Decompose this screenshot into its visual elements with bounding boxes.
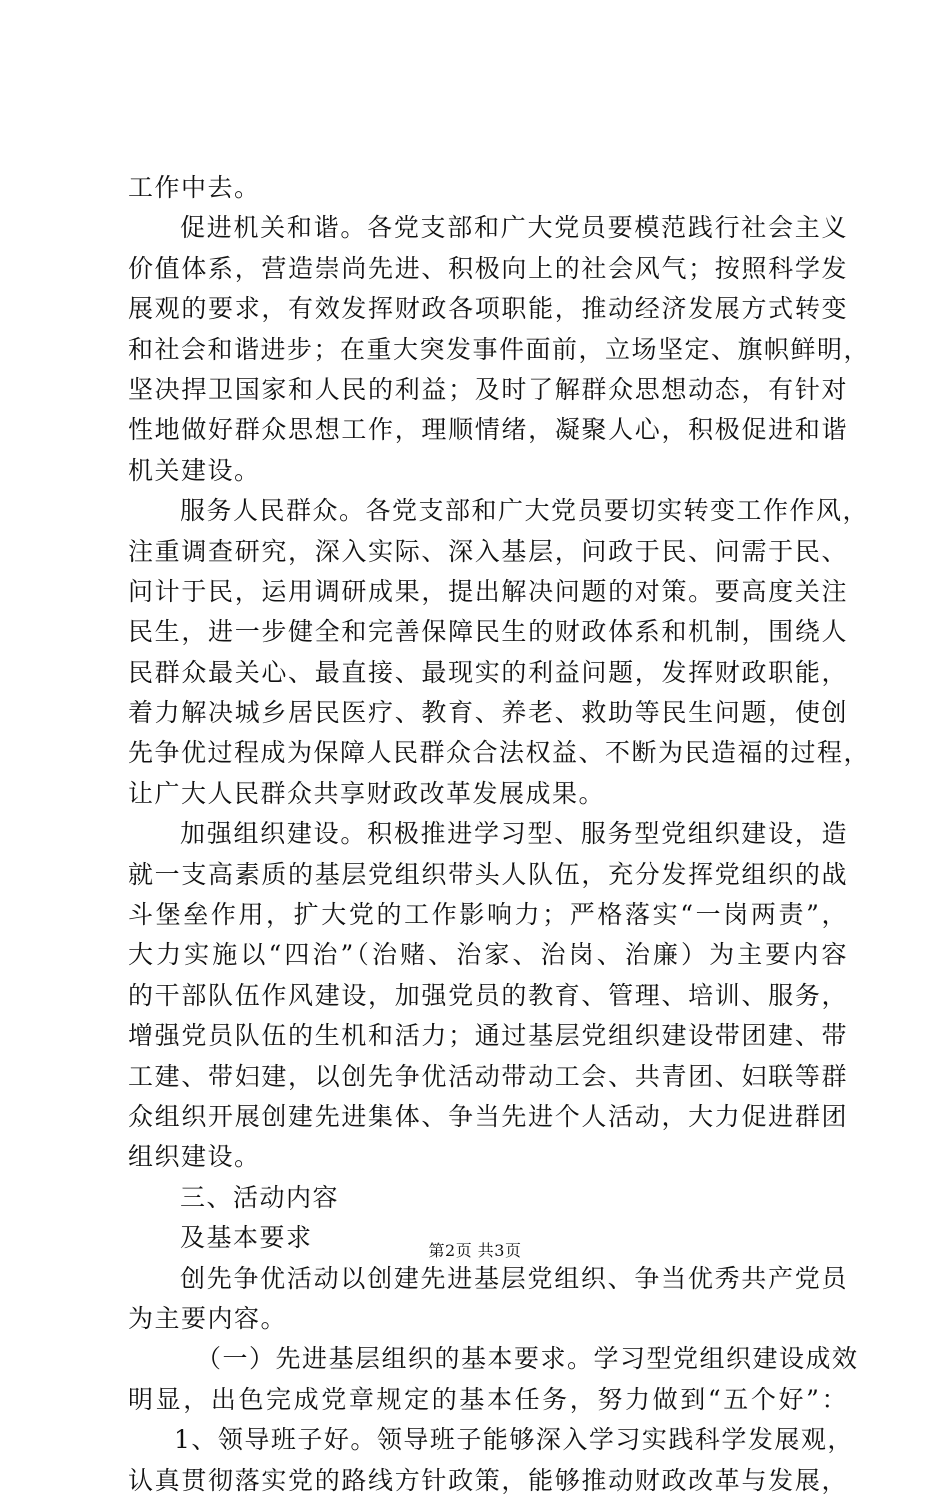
section-heading: 及基本要求 bbox=[180, 1223, 313, 1253]
text-line: 明显，出色完成党章规定的基本任务，努力做到“五个好”： bbox=[128, 1384, 848, 1414]
text-line: 坚决捍卫国家和人民的利益；及时了解群众思想动态，有针对 bbox=[128, 374, 848, 404]
text-line: 先争优过程成为保障人民群众合法权益、不断为民造福的过程， bbox=[128, 738, 871, 768]
text-line: 增强党员队伍的生机和活力；通过基层党组织建设带团建、带 bbox=[128, 1021, 848, 1051]
text-line: 为主要内容。 bbox=[128, 1303, 288, 1333]
text-line: 让广大人民群众共享财政改革发展成果。 bbox=[128, 778, 606, 808]
document-body bbox=[128, 168, 871, 1501]
text-line: 性地做好群众思想工作，理顺情绪，凝聚人心，积极促进和谐 bbox=[128, 415, 848, 445]
paragraph-heading-line: 促进机关和谐。各党支部和广大党员要模范践行社会主义 bbox=[180, 213, 848, 243]
text-line: 机关建设。 bbox=[128, 455, 261, 485]
page-footer bbox=[0, 1241, 950, 1261]
text-line: 注重调查研究，深入实际、深入基层，问政于民、问需于民、 bbox=[128, 536, 848, 566]
page-number: 第2页 共3页 bbox=[428, 1241, 522, 1260]
text-line: 工建、带妇建，以创先争优活动带动工会、共青团、妇联等群 bbox=[128, 1061, 848, 1091]
paragraph-heading-line: 创先争优活动以创建先进基层党组织、争当优秀共产党员 bbox=[180, 1263, 848, 1293]
text-line: 展观的要求，有效发挥财政各项职能，推动经济发展方式转变 bbox=[128, 294, 848, 324]
text-line: 众组织开展创建先进集体、争当先进个人活动，大力促进群团 bbox=[128, 1101, 848, 1131]
text-line: 认真贯彻落实党的路线方针政策，能够推动财政改革与发展， bbox=[128, 1465, 848, 1495]
text-line: 和社会和谐进步；在重大突发事件面前，立场坚定、旗帜鲜明， bbox=[128, 334, 871, 364]
subsection-heading-line: （一）先进基层组织的基本要求。学习型党组织建设成效 bbox=[196, 1344, 859, 1374]
numbered-item-line: 1、领导班子好。领导班子能够深入学习实践科学发展观， bbox=[174, 1425, 854, 1455]
text-line: 就一支高素质的基层党组织带头人队伍，充分发挥党组织的战 bbox=[128, 859, 848, 889]
text-line: 问计于民，运用调研成果，提出解决问题的对策。要高度关注 bbox=[128, 576, 848, 606]
section-heading: 三、活动内容 bbox=[180, 1182, 340, 1212]
text-line: 大力实施以“四治”（治赌、治家、治岗、治廉）为主要内容 bbox=[128, 940, 848, 970]
text-line: 民生，进一步健全和完善保障民生的财政体系和机制，围绕人 bbox=[128, 617, 848, 647]
text-line: 的干部队伍作风建设，加强党员的教育、管理、培训、服务， bbox=[128, 980, 848, 1010]
text-line: 价值体系，营造崇尚先进、积极向上的社会风气；按照科学发 bbox=[128, 253, 848, 283]
text-line: 斗堡垒作用，扩大党的工作影响力；严格落实“一岗两责”， bbox=[128, 900, 848, 930]
text-line: 工作中去。 bbox=[128, 173, 261, 202]
paragraph-heading-line: 服务人民群众。各党支部和广大党员要切实转变工作作风， bbox=[180, 496, 870, 526]
text-line: 民群众最关心、最直接、最现实的利益问题，发挥财政职能， bbox=[128, 657, 848, 687]
text-line: 组织建设。 bbox=[128, 1142, 261, 1172]
paragraph-heading-line: 加强组织建设。积极推进学习型、服务型党组织建设，造 bbox=[180, 819, 848, 849]
text-line: 着力解决城乡居民医疗、教育、养老、救助等民生问题，使创 bbox=[128, 698, 848, 728]
